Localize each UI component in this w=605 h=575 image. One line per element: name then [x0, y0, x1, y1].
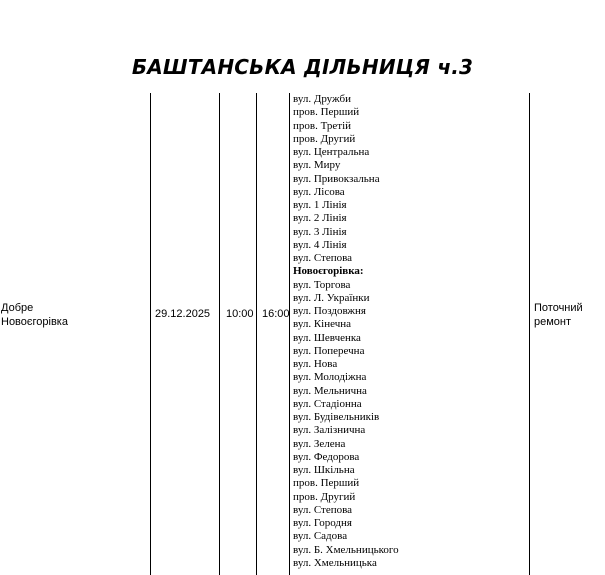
column-divider: [150, 93, 151, 575]
street-item: пров. Другий: [293, 490, 356, 503]
street-item: вул. Привокзальна: [293, 172, 380, 185]
street-item: вул. Залізнична: [293, 424, 366, 437]
street-item: вул. Поперечна: [293, 344, 365, 357]
street-item: вул. Поздовжня: [293, 305, 366, 317]
outage-table: [0, 93, 605, 575]
street-item: вул. Б. Хмельницького: [293, 543, 399, 556]
time-to-cell: 16:00: [262, 308, 290, 320]
settlement-cell: [1, 302, 68, 329]
street-item: пров. Третій: [293, 119, 352, 132]
street-item: вул. Л. Українки: [293, 291, 370, 304]
street-item: вул. Степова: [293, 252, 353, 264]
street-item: вул. Кінечна: [293, 318, 352, 331]
street-item: вул. Лісова: [293, 185, 345, 198]
column-divider: [289, 93, 290, 575]
street-item: вул. Садова: [293, 530, 348, 543]
page-title: БАШТАНСЬКА ДІЛЬНИЦЯ ч.3: [131, 55, 474, 79]
street-item: вул. Шкільна: [293, 464, 355, 476]
settlement-name: Добре: [1, 302, 34, 314]
reason-cell: [534, 302, 583, 329]
street-item: вул. Мельнична: [293, 384, 367, 397]
street-item: вул. Зелена: [293, 437, 346, 450]
street-item: вул. 4 Лінія: [293, 238, 347, 251]
settlement-name: Новоєгорівка: [1, 315, 68, 328]
street-item: вул. Степова: [293, 503, 353, 516]
street-item: вул. Стадіонна: [293, 397, 362, 410]
street-item: вул. 3 Лінія: [293, 225, 347, 238]
street-item: вул. Шевченка: [293, 331, 361, 344]
street-item: вул. Миру: [293, 159, 341, 172]
column-divider: [529, 93, 530, 575]
street-item: вул. Молодіжна: [293, 371, 367, 384]
street-item: пров. Другий: [293, 132, 356, 145]
reason-text: Поточний: [534, 302, 583, 314]
street-item: пров. Перший: [293, 477, 360, 490]
street-item: вул. Городня: [293, 517, 352, 529]
street-item: пров. Перший: [293, 106, 360, 119]
village-heading: Новоєгорівка:: [293, 265, 364, 278]
street-item: вул. Дружби: [293, 93, 351, 105]
reason-text: ремонт: [534, 315, 572, 328]
column-divider: [219, 93, 220, 575]
date-cell: 29.12.2025: [155, 308, 211, 320]
street-item: вул. Торгова: [293, 278, 351, 291]
street-item: вул. Федорова: [293, 450, 360, 463]
street-item: вул. 1 Лінія: [293, 199, 347, 211]
street-item: вул. Центральна: [293, 146, 370, 158]
street-item: вул. Нова: [293, 358, 338, 370]
time-from-cell: 10:00: [226, 308, 254, 320]
street-item: вул. Хмельницька: [293, 556, 377, 569]
street-item: вул. 2 Лінія: [293, 212, 347, 225]
street-item: вул. Будівельників: [293, 411, 380, 423]
column-divider: [256, 93, 257, 575]
street-list: [293, 93, 525, 570]
